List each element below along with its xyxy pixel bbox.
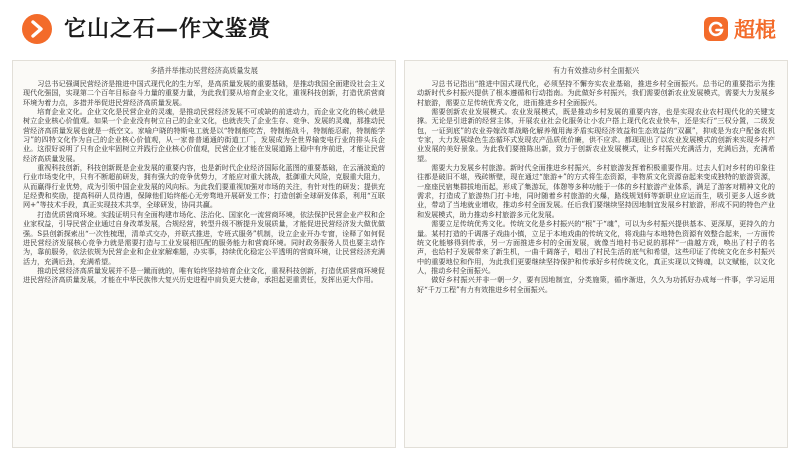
essay-paragraph: 培育企业文化。企业文化是民营企业的灵魂，是推动民营经济发展不可或缺的前进动力，而企业文化的核心就是树立企业核心价值观。如果一个企业没有树立自己的企业文化，也就丧失了企业生存、竞争、发展的灵魂，那推动民营经济高质量发展也就是一纸空文。家喻户晓的特斯电工就是以“特制能吃苦，特制能战斗，特制能忍耐，特制能学习”的四特文化作为自己的企业核心价值观，从一家普普通通的街道工厂，发展成为全世界输变电行业的排头兵企业。这很好说明了只有企业牢固树立并践行企业核心价值观，民营企业才能在发展道路上稳中有序前进，才能让民营经济高质量发展。: [23, 107, 385, 163]
brand-logo: [704, 14, 776, 44]
essay-page-right: [404, 60, 788, 448]
essay-paragraph: 习总书记强调民营经济是推进中国式现代化的生力军，是高质量发展的重要基础，是推动我国全面建设社会主义现代化强国，实现第二个百年目标奋斗力量的重要力量，为此我们要从培育企业文化，重视科技创新，打造优质营商环境为着力点，多措并举促进民营经济高质量发展。: [23, 79, 385, 107]
essay-paragraph: 打造优质营商环境。实践证明只有全面构建市场化、法治化、国家化一流营商环境，依法保护民营企业产权和企业家权益，引导民营企业通过自身改革发展，合规经营，转型升级不断提升发展质量，才能促进民营经济发大做优做强。S县创新探索出“一次性梳理，清单式交办，并联式推进，专班式服务”机制，设立企业开办专窗，诠释了如何促进民营经济发展核心竞争力就是需要打造与工业发展相匹配的服务能力和营商环境。同时政务服务人员也要主动作为，靠前服务，依法依规为民营企业和企业家解难题，办实事，持续优化稳定公平透明的营商环境，让民营经济充满活力，充满后劲，充满希望。: [23, 209, 385, 266]
page-title: 它山之石—作文鉴赏: [64, 17, 272, 42]
essay-paragraph: 需要创新农业发展模式。农业发展模式，既是推动乡村发展的重要内容，也是实现农业农村现代化的关键支撑。无论是引进新的经营主体，开展农业社会化服务让小农户搭上现代化农业快车，还是实行“三权分置，二级发包，一证到底”的农业券嫁改革战略化解养殖用海矛盾实现经济效益和生态效益的“双赢”，抑或是为农户配备农机专家，大力发展绿色生态循环式发现农产品质优价廉，供不应求。都现现出了以农业发展模式的创新来实现乡村产业发展的美好景象。为此我们要推陈出新，致力于创新农业发展模式，让乡村振兴充满活力，充满后劲，充满希望。: [417, 107, 775, 163]
essay-paragraph: 习总书记指出“推进中国式现代化，必须坚持不懈夯实农业基础，推进乡村全面振兴。总书记的重要指示为推动新时代乡村振兴提供了根本遵循和行动指南。为此做好乡村振兴，我们需要创新农业发展模式，需要大力发展乡村旅游，需要立足传统优秀文化，进而推进乡村全面振兴。: [417, 79, 775, 107]
essay-title: 有力有效推动乡村全面振兴: [552, 66, 640, 75]
essay-paragraph: 需要大力发展乡村旅游。新时代全面推进乡村振兴，乡村旅游发挥着积极重要作用。过去人们对乡村的印象往往都是破旧不堪，残砖断壁，现在通过“旅游+”的方式将生态资源，非物质文化资源奋起来变成独特的旅游资源，一座座民宿集群拔地而起，形成了集游玩，体憩等多种功能于一体的乡村旅游产业体系，满足了游客对精神文化的需求，打造成了旅游热门打卡地，同时随着乡村旅游的火爆，路线规划师等新职业应运而生，吸引更多人返乡就业，带动了当地就业增收，推动乡村全面发展。任后我们要继续坚持因地制宜发展乡村旅游，形成不同的特色产业和发展模式，助力推动乡村旅游多元化发展。: [417, 163, 775, 219]
brand-g-icon: [704, 17, 728, 41]
brand-name: 超棍: [734, 18, 776, 42]
arrow-right-icon: [22, 14, 52, 44]
essay-paragraph: 做好乡村振兴并非一朝一夕，要有因地制宜，分类施策，循序渐进，久久为功抓好办成每一件事，学习运用好“千万工程”有力有效推进乡村全面振兴。: [417, 275, 775, 294]
header-bar: [0, 0, 800, 62]
essay-paragraph: 推动民营经济高质量发展并不是一蹴而就的，唯有始终坚持培育企业文化，重视科技创新，打造优质营商环境促进民营经济高质量发展，才能在中华民族伟大复兴历史进程中肩负更大使命，承担起更重责任，发挥出更大作用。: [23, 265, 385, 285]
essay-page-left: [12, 60, 396, 448]
essay-paragraph: 重视科技创新，科技创新既是企业发展的重要内容，也是新时代企业经济国际化蓝图的重要基础，在云涌波诡的行业市场变化中，只有不断超前研发，拥有强大的竞争优势力，才能应对重大挑战，抵御重大风险，克服重大阻力，从而赢得行业优势，成为引领中国企业发展的风向标。为此我们要重视加强对市场的关注，有针对性的研发；提供充足经费和奖励，提高科研人员待遇，保障他们始终能心无旁骛地开展研发工作；打造创新全球研发体系，利用“互联网+”等技术手段，真正实现技术共享，全球研发，协同共赢。: [23, 163, 385, 210]
essay-paragraph: 需要立足传统优秀文化。传统文化是乡村振兴的“根”于“魂”，可以为乡村振兴提供基本、更深厚，更持久的力量。某村打造的千调落子戏曲小镇，立足于本地戏曲的传统文化，将戏曲与本地特色资源有效整合起来，一方面传统文化能够得到传承，另一方面推进乡村的全面发展，就像当地村书记说的那样“一曲越方戏，唤出了村子的名声，也给村子发展带来了新生机，一曲千调落子，唱出了村民生活的底气和希望，这些印证了传统文化在乡村振兴中的重要地位和作用，为此我们更要继续坚持保护和传承好乡村传统文化，真正实现以文铸魂，以文赋能，以文化人，推动乡村全面振兴。: [417, 219, 775, 275]
essay-title: 多措并举推动民营经济高质量发展: [150, 66, 258, 75]
